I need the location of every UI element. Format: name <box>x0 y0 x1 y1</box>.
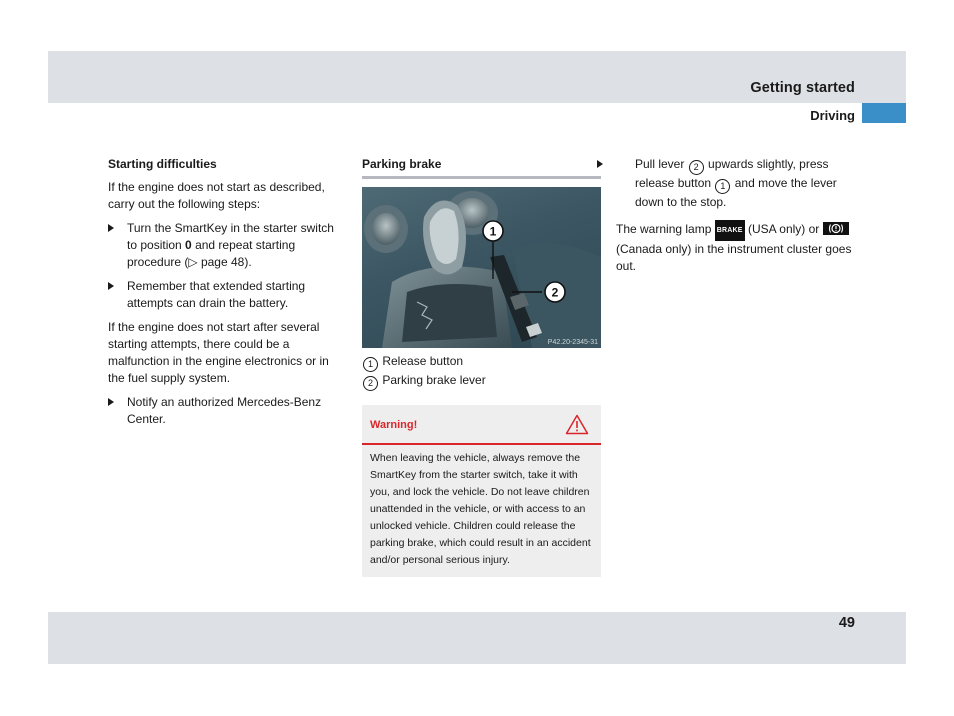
section-title: Driving <box>810 108 855 123</box>
bullet-battery-drain: Remember that extended starting attempts can drain the battery. <box>108 278 346 312</box>
circled-number: 2 <box>363 376 378 391</box>
bullet-arrow-icon <box>108 398 114 406</box>
callout-label-2: 2 <box>551 285 559 300</box>
page-ref-icon: ▷ <box>188 255 198 269</box>
malfunction-paragraph: If the engine does not start after several starting attempts, there could be a malfunction in the engine electronics or in the fuel supply system. <box>108 320 329 385</box>
warning-header <box>362 405 601 445</box>
circled-number: 1 <box>363 357 378 372</box>
caption-release-button: 1 Release button <box>362 353 601 372</box>
column-release-steps <box>616 156 856 275</box>
starting-difficulties-heading: Starting difficulties <box>108 157 217 171</box>
warning-lamp-paragraph: The warning lamp BRAKE (USA only) or (Canada only) in the instrument cluster goes out. <box>616 222 852 273</box>
warning-label: Warning! <box>370 419 418 431</box>
callout-label-1: 1 <box>489 224 497 239</box>
bullet-notify-center: Notify an authorized Mercedes-Benz Center. <box>108 394 346 428</box>
parking-brake-heading: Parking brake <box>362 157 442 171</box>
bullet-turn-smartkey: Turn the SmartKey in the starter switch to position 0 and repeat starting procedure (▷ page 48). <box>108 220 346 271</box>
section-tab-marker <box>862 103 906 123</box>
column-starting-difficulties <box>108 156 346 435</box>
intro-paragraph: If the engine does not start as described, carry out the following steps: <box>108 180 325 211</box>
circled-number: 1 <box>715 179 730 194</box>
column-parking-brake <box>362 156 601 577</box>
heading-rule <box>362 176 601 179</box>
brake-lamp-canada-icon <box>823 222 849 235</box>
footer-band <box>48 612 906 664</box>
bullet-arrow-icon <box>108 282 114 290</box>
circled-number: 2 <box>689 160 704 175</box>
parking-brake-illustration <box>362 187 601 348</box>
page-number: 49 <box>838 615 855 631</box>
bullet-arrow-icon <box>108 224 114 232</box>
brake-lamp-usa-icon: BRAKE <box>715 220 745 241</box>
bullet-pull-lever: Pull lever 2 upwards slightly, press release button 1 and move the lever down to the stop. <box>616 156 856 211</box>
photo-code: P42.20-2345-31 <box>547 339 598 346</box>
bullet-arrow-icon <box>597 160 603 168</box>
warning-box <box>362 405 601 577</box>
warning-triangle-icon <box>565 414 589 435</box>
caption-parking-brake-lever: 2 Parking brake lever <box>362 372 601 391</box>
warning-text: When leaving the vehicle, always remove the SmartKey from the starter switch, take it with you, and lock the vehicle. Do not leave children unattended in the vehicle, or with access to an unlocked vehicle. Children could release the parking brake, which could result in an accident and/or personal serious injury. <box>370 452 591 566</box>
chapter-title: Getting started <box>750 80 855 96</box>
parking-brake-photo <box>362 187 601 348</box>
